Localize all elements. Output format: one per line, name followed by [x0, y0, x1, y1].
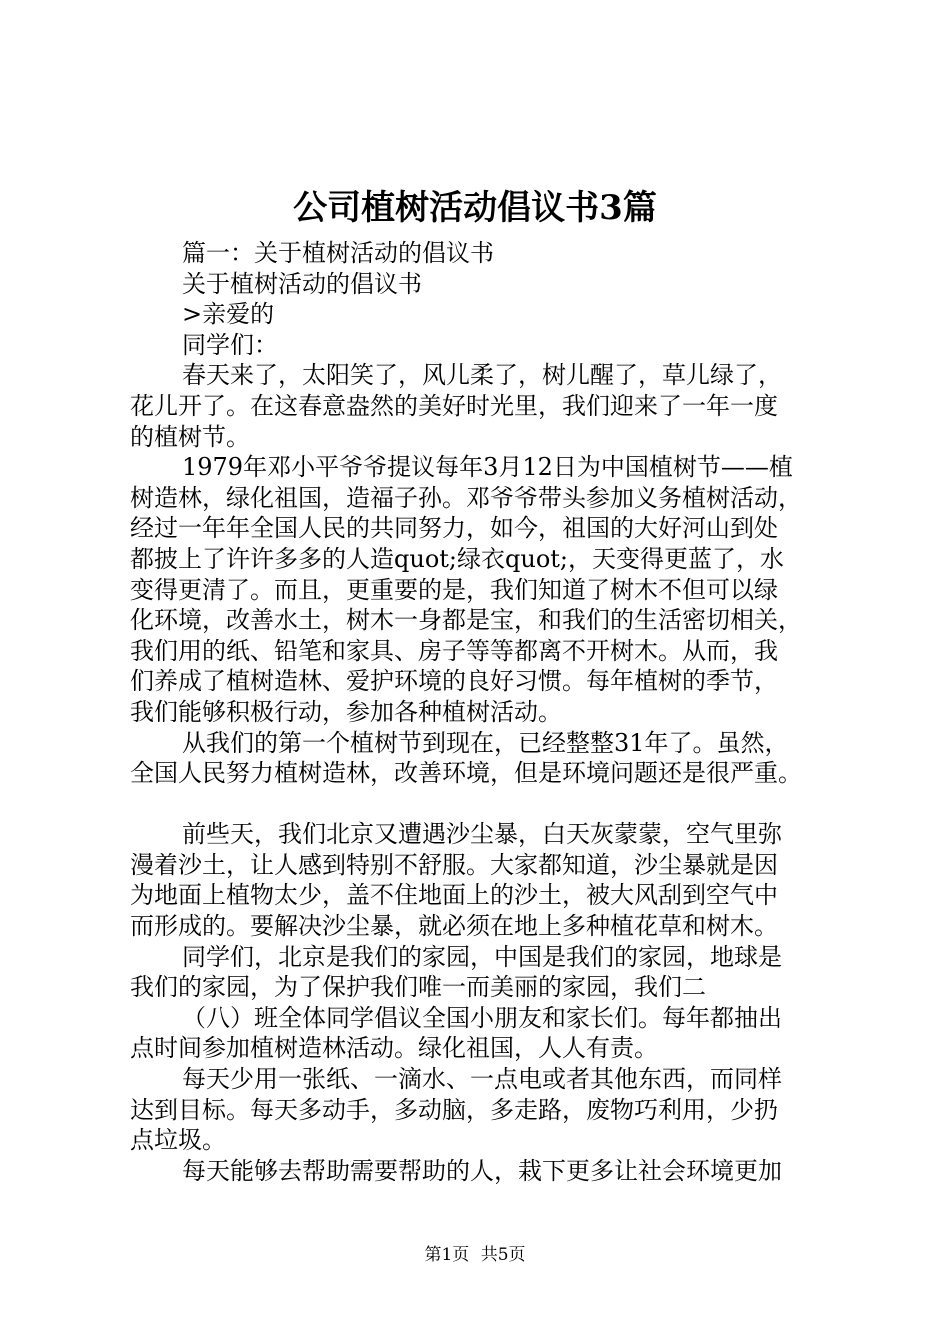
text-line: 达到目标。每天多动手，多动脑，多走路，废物巧利用，少扔: [130, 1095, 778, 1124]
text-line: 都披上了许许多多的人造quot;绿衣quot;，天变得更蓝了，水: [130, 544, 784, 573]
text-line: 前些天，我们北京又遭遇沙尘暴，白天灰蒙蒙，空气里弥: [182, 820, 782, 849]
text-line: 全国人民努力植树造林，改善环境，但是环境问题还是很严重。: [130, 759, 802, 788]
text-line: >亲爱的: [182, 300, 275, 329]
text-line: 而形成的。要解决沙尘暴，就必须在地上多种植花草和树木。: [130, 912, 778, 941]
document-body: [130, 238, 850, 1186]
text-line: 点垃圾。: [130, 1126, 226, 1155]
text-line: 同学们，北京是我们的家园，中国是我们的家园，地球是: [182, 942, 782, 971]
page-number: 第1页: [424, 1245, 470, 1265]
text-line: 同学们：: [182, 330, 278, 359]
text-line: 1979年邓小平爷爷提议每年3月12日为中国植树节——植: [182, 453, 793, 482]
text-line: 为地面上植物太少，盖不住地面上的沙土，被大风刮到空气中: [130, 881, 778, 910]
text-line: 我们用的纸、铅笔和家具、房子等等都离不开树木。从而，我: [130, 636, 778, 665]
text-line: 变得更清了。而且，更重要的是，我们知道了树木不但可以绿: [130, 575, 778, 604]
page-total: 共5页: [480, 1245, 526, 1265]
text-line: （八）班全体同学倡议全国小朋友和家长们。每年都抽出: [182, 1003, 782, 1032]
text-line: 关于植树活动的倡议书: [182, 269, 422, 298]
text-line: 我们的家园，为了保护我们唯一而美丽的家园，我们二: [130, 973, 706, 1002]
text-line: 漫着沙土，让人感到特别不舒服。大家都知道，沙尘暴就是因: [130, 850, 778, 879]
text-line: 每天能够去帮助需要帮助的人，栽下更多让社会环境更加: [182, 1156, 782, 1185]
text-line: 篇一：关于植树活动的倡议书: [182, 239, 494, 267]
text-line: 每天少用一张纸、一滴水、一点电或者其他东西，而同样: [182, 1065, 782, 1094]
text-line: 化环境，改善水土，树木一身都是宝，和我们的生活密切相关，: [130, 606, 802, 635]
text-line: 从我们的第一个植树节到现在，已经整整31年了。虽然，: [182, 728, 789, 757]
text-line: 花儿开了。在这春意盎然的美好时光里，我们迎来了一年一度: [130, 391, 778, 420]
text-line: 的植树节。: [130, 422, 250, 451]
text-line: 春天来了，太阳笑了，风儿柔了，树儿醒了，草儿绿了，: [182, 361, 782, 390]
text-line: 们养成了植树造林、爱护环境的良好习惯。每年植树的季节，: [130, 667, 778, 696]
text-line: 经过一年年全国人民的共同努力，如今，祖国的大好河山到处: [130, 514, 778, 543]
document-title: 公司植树活动倡议书3篇: [293, 188, 657, 228]
text-line: 点时间参加植树造林活动。绿化祖国，人人有责。: [130, 1034, 658, 1063]
text-line: 树造林，绿化祖国，造福子孙。邓爷爷带头参加义务植树活动，: [130, 483, 802, 512]
blank-line: [130, 789, 850, 820]
page-footer: [0, 1244, 950, 1266]
text-line: 我们能够积极行动，参加各种植树活动。: [130, 697, 562, 726]
